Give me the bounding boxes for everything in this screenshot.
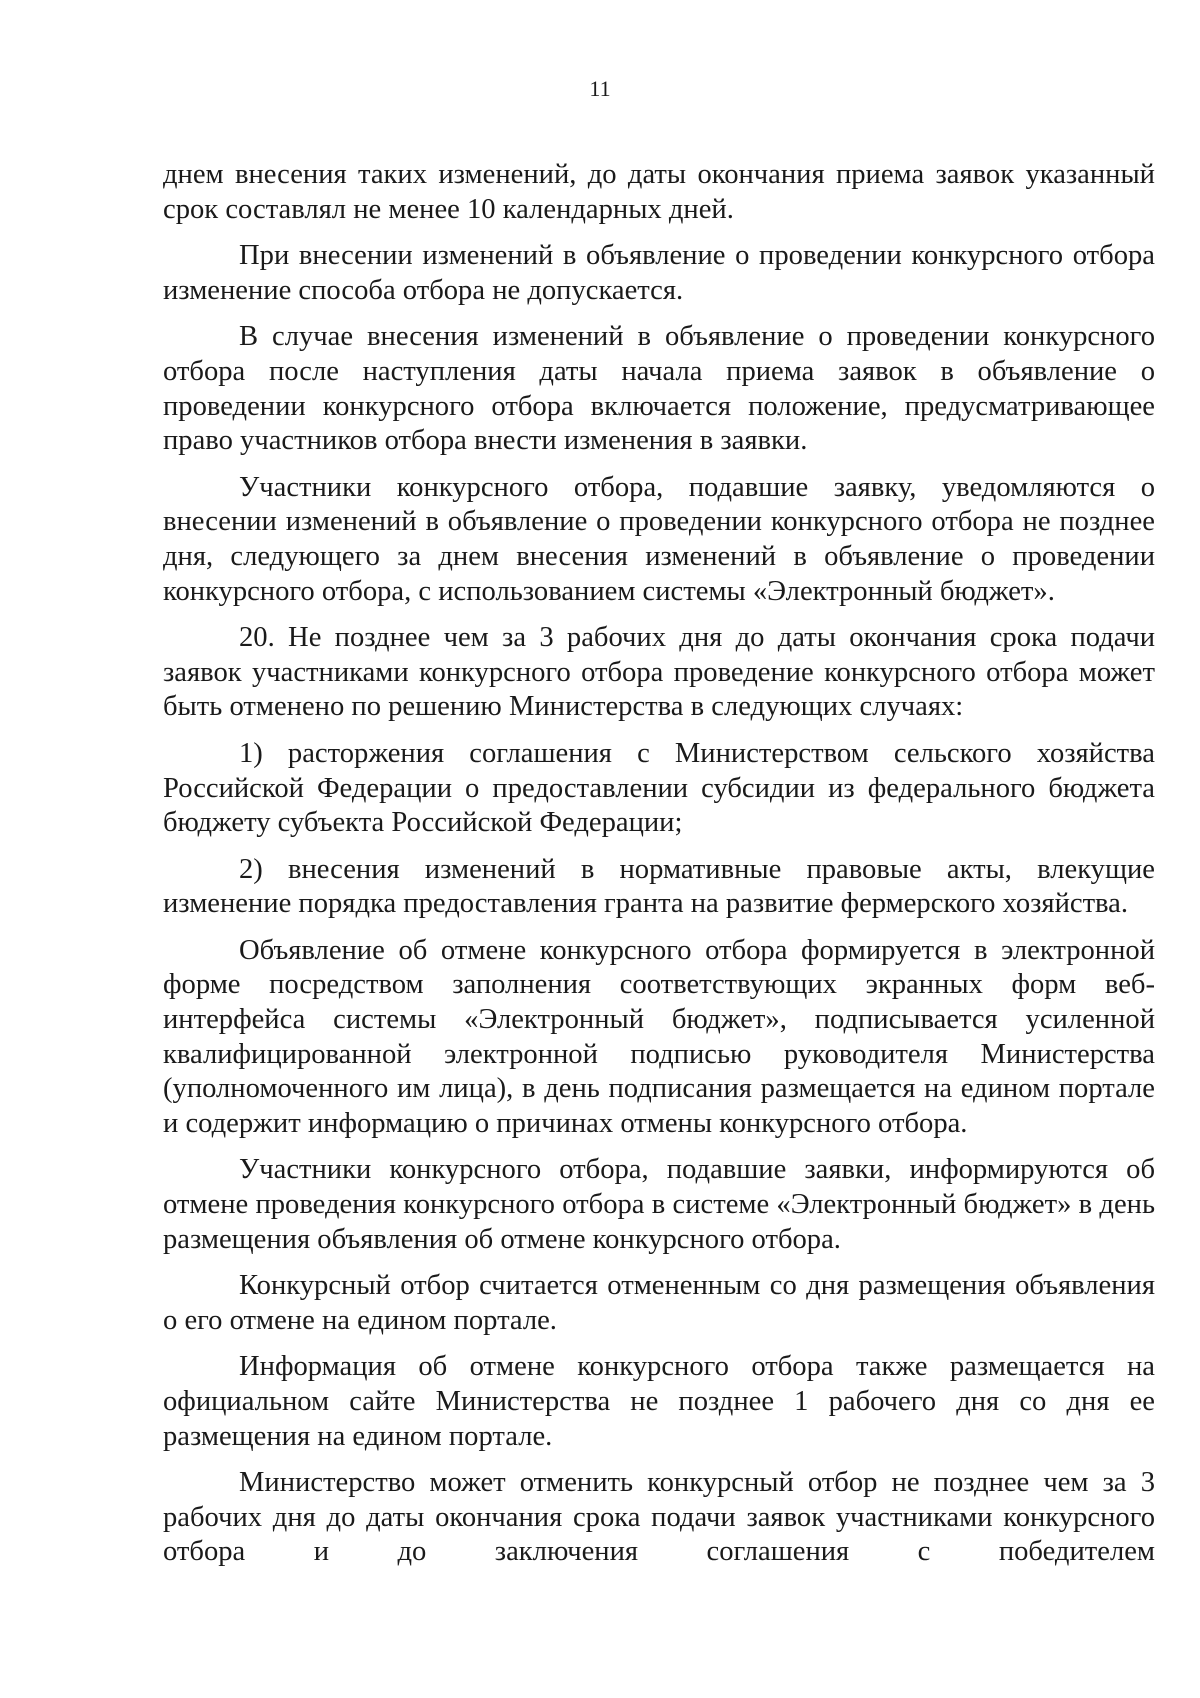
paragraph-continuation: днем внесения таких изменений, до даты окончания приема заявок указанный срок составлял не менее 10 календарных дней. — [163, 159, 1155, 225]
paragraph-cancel-announcement: Объявление об отмене конкурсного отбора формируется в электронной форме посредством заполнения соответствующих экранных форм веб-интерфейса системы «Электронный бюджет», подписывается усиленной квалифицированной электронной подписью руководителя Министерства (уполномоченного им лица), в день подписания размещается на едином портале и содержит информацию о причинах отмены конкурсного отбора. — [163, 934, 1155, 1139]
page-number: 11 — [589, 76, 611, 101]
paragraph-case-1: 1) расторжения соглашения с Министерством сельского хозяйства Российской Федерации о предоставлении субсидии из федерального бюджета бюджету субъекта Российской Федерации; — [163, 737, 1155, 839]
paragraph-item-20: 20. Не позднее чем за 3 рабочих дня до даты окончания срока подачи заявок участниками конкурсного отбора проведение конкурсного отбора может быть отменено по решению Министерства в следующих случаях: — [163, 622, 1155, 723]
paragraph-participants-informed: Участники конкурсного отбора, подавшие заявки, информируются об отмене проведения конкурсного отбора в системе «Электронный бюджет» в день размещения объявления об отмене конкурсного отбора. — [163, 1154, 1155, 1255]
paragraph-change-method: При внесении изменений в объявление о проведении конкурсного отбора изменение способа отбора не допускается. — [163, 240, 1155, 306]
paragraph-official-site: Информация об отмене конкурсного отбора также размещается на официальном сайте Министерства не позднее 1 рабочего дня со дня ее размещения на едином портале. — [163, 1351, 1155, 1452]
document-body — [163, 158, 1155, 1570]
paragraph-changes-after-start: В случае внесения изменений в объявление о проведении конкурсного отбора после наступления даты начала приема заявок в объявление о проведении конкурсного отбора включается положение, предусматривающее право участников отбора внести изменения в заявки. — [163, 321, 1155, 457]
paragraph-case-2: 2) внесения изменений в нормативные правовые акты, влекущие изменение порядка предоставления гранта на развитие фермерского хозяйства. — [163, 853, 1155, 920]
paragraph-considered-cancelled: Конкурсный отбор считается отмененным со дня размещения объявления о его отмене на едином портале. — [163, 1270, 1155, 1336]
paragraph-participants-notified: Участники конкурсного отбора, подавшие заявку, уведомляются о внесении изменений в объявление о проведении конкурсного отбора не позднее дня, следующего за днем внесения изменений в объявление о проведении конкурсного отбора, с использованием системы «Электронный бюджет». — [163, 471, 1155, 607]
paragraph-ministry-may-cancel: Министерство может отменить конкурсный отбор не позднее чем за 3 рабочих дня до даты окончания срока подачи заявок участниками конкурсного отбора и до заключения соглашения с победителем — [163, 1467, 1155, 1568]
